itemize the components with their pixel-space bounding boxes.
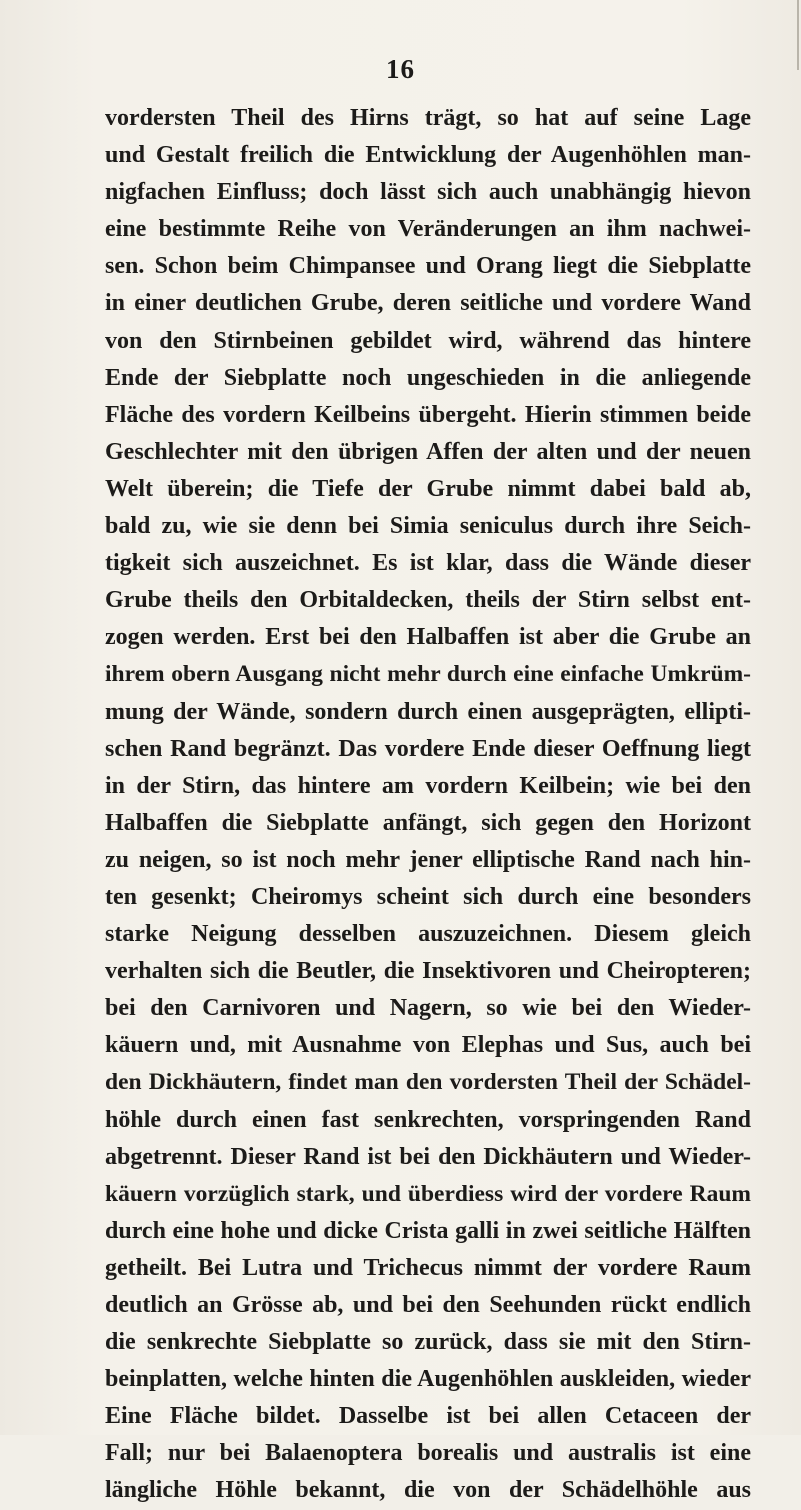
text-line: abgetrennt. Dieser Rand ist bei den Dickhäutern und Wieder-: [105, 1143, 751, 1170]
text-line: vordersten Theil des Hirns trägt, so hat auf seine Lage: [105, 105, 751, 131]
text-line: Geschlechter mit den übrigen Affen der alten und der neuen: [105, 438, 751, 465]
text-line: zu neigen, so ist noch mehr jener elliptische Rand nach hin-: [105, 846, 751, 873]
text-line: schen Rand begränzt. Das vordere Ende dieser Oeffnung liegt: [105, 735, 751, 762]
text-line: Fläche des vordern Keilbeins übergeht. Hierin stimmen beide: [105, 401, 751, 428]
text-line: zogen werden. Erst bei den Halbaffen ist aber die Grube an: [105, 624, 751, 651]
text-line: durch eine hohe und dicke Crista galli in zwei seitliche Hälften: [105, 1217, 751, 1244]
text-line: beinplatten, welche hinten die Augenhöhlen auskleiden, wieder: [105, 1366, 751, 1393]
text-line: in der Stirn, das hintere am vordern Keilbein; wie bei den: [105, 772, 751, 799]
text-line: den Dickhäutern, findet man den vordersten Theil der Schädel-: [105, 1069, 751, 1096]
text-line: von den Stirnbeinen gebildet wird, während das hintere: [105, 327, 751, 354]
text-line: Ende der Siebplatte noch ungeschieden in die anliegende: [105, 364, 751, 391]
text-line: die senkrechte Siebplatte so zurück, dass sie mit den Stirn-: [105, 1329, 751, 1356]
text-line: und Gestalt freilich die Entwicklung der Augenhöhlen man-: [105, 142, 751, 169]
body-text: [105, 100, 751, 1510]
text-line: Eine Fläche bildet. Dasselbe ist bei allen Cetaceen der: [105, 1403, 751, 1430]
text-line: käuern vorzüglich stark, und überdiess wird der vordere Raum: [105, 1180, 751, 1207]
text-line: längliche Höhle bekannt, die von der Schädelhöhle aus: [105, 1477, 751, 1504]
text-line: Grube theils den Orbitaldecken, theils der Stirn selbst ent-: [105, 587, 751, 614]
text-line: ihrem obern Ausgang nicht mehr durch eine einfache Umkrüm-: [105, 661, 751, 688]
text-line: in einer deutlichen Grube, deren seitliche und vordere Wand: [105, 290, 751, 317]
text-line: mung der Wände, sondern durch einen ausgeprägten, ellipti-: [105, 698, 751, 725]
text-line: nigfachen Einfluss; doch lässt sich auch unabhängig hievon: [105, 179, 751, 206]
text-line: sen. Schon beim Chimpansee und Orang liegt die Siebplatte: [105, 253, 751, 280]
text-line: ten gesenkt; Cheiromys scheint sich durch eine besonders: [105, 883, 751, 910]
text-line: starke Neigung desselben auszuzeichnen. Diesem gleich: [105, 921, 751, 948]
text-line: eine bestimmte Reihe von Veränderungen an ihm nachwei-: [105, 216, 751, 243]
text-line: tigkeit sich auszeichnet. Es ist klar, dass die Wände dieser: [105, 550, 751, 577]
text-line: Fall; nur bei Balaenoptera borealis und australis ist eine: [105, 1440, 751, 1467]
text-line: käuern und, mit Ausnahme von Elephas und Sus, auch bei: [105, 1032, 751, 1059]
text-line: Welt überein; die Tiefe der Grube nimmt dabei bald ab,: [105, 475, 751, 502]
text-line: deutlich an Grösse ab, und bei den Seehunden rückt endlich: [105, 1292, 751, 1318]
text-line: höhle durch einen fast senkrechten, vorspringenden Rand: [105, 1106, 751, 1133]
text-line: Halbaffen die Siebplatte anfängt, sich gegen den Horizont: [105, 809, 751, 836]
page-number: 16: [386, 54, 415, 84]
text-line: bald zu, wie sie denn bei Simia seniculus durch ihre Seich-: [105, 513, 751, 540]
text-line: bei den Carnivoren und Nagern, so wie bei den Wieder-: [105, 995, 751, 1022]
text-line: verhalten sich die Beutler, die Insektivoren und Cheiropteren;: [105, 958, 751, 985]
text-line: getheilt. Bei Lutra und Trichecus nimmt der vordere Raum: [105, 1254, 751, 1281]
